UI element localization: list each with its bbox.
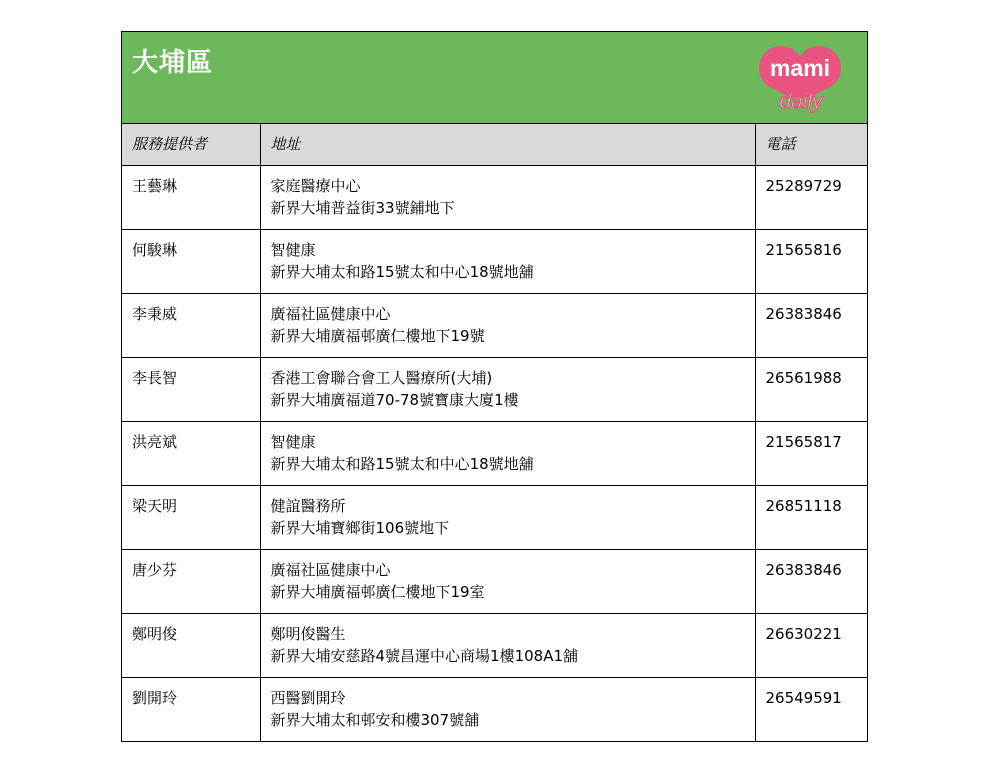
column-header-provider: 服務提供者 (122, 124, 260, 165)
provider-sheet (121, 31, 868, 742)
address-cell (260, 613, 755, 677)
table-row (122, 421, 867, 485)
phone-cell: 25289729 (755, 165, 867, 229)
street-address: 新界大埔安慈路4號昌運中心商場1樓108A1舖 (270, 646, 579, 665)
table-row (122, 677, 867, 741)
provider-table (122, 124, 867, 741)
table-row (122, 357, 867, 421)
street-address: 新界大埔寶鄉街106號地下 (270, 518, 450, 537)
table-header-row (122, 124, 867, 165)
provider-cell: 洪亮斌 (122, 421, 260, 485)
street-address: 新界大埔廣福邨廣仁樓地下19號 (270, 326, 485, 345)
phone-cell: 26549591 (755, 677, 867, 741)
address-cell (260, 549, 755, 613)
phone-cell: 21565816 (755, 229, 867, 293)
phone-cell: 21565817 (755, 421, 867, 485)
clinic-name: 廣福社區健康中心 (270, 304, 391, 323)
address-cell (260, 165, 755, 229)
phone-cell: 26383846 (755, 293, 867, 357)
phone-cell: 26851118 (755, 485, 867, 549)
table-row (122, 293, 867, 357)
clinic-name: 智健康 (270, 240, 316, 259)
address-cell (260, 293, 755, 357)
district-banner (122, 32, 867, 124)
table-row (122, 165, 867, 229)
logo-text-daily: daily (779, 90, 823, 113)
clinic-name: 香港工會聯合會工人醫療所(大埔) (270, 368, 493, 387)
address-cell (260, 421, 755, 485)
provider-cell: 何駿琳 (122, 229, 260, 293)
provider-cell: 王藝琳 (122, 165, 260, 229)
column-header-address: 地址 (260, 124, 755, 165)
provider-cell: 李秉威 (122, 293, 260, 357)
district-title: 大埔區 (132, 48, 214, 78)
provider-cell: 劉開玲 (122, 677, 260, 741)
clinic-name: 智健康 (270, 432, 316, 451)
clinic-name: 廣福社區健康中心 (270, 560, 391, 579)
street-address: 新界大埔廣福道70-78號寶康大廈1樓 (270, 390, 519, 409)
mamidaily-logo (755, 42, 845, 114)
street-address: 新界大埔太和路15號太和中心18號地舖 (270, 262, 534, 281)
clinic-name: 家庭醫療中心 (270, 176, 361, 195)
street-address: 新界大埔太和路15號太和中心18號地舖 (270, 454, 534, 473)
street-address: 新界大埔廣福邨廣仁樓地下19室 (270, 582, 485, 601)
table-row (122, 613, 867, 677)
provider-cell: 李長智 (122, 357, 260, 421)
address-cell (260, 485, 755, 549)
table-row (122, 485, 867, 549)
street-address: 新界大埔太和邨安和樓307號舖 (270, 710, 480, 729)
phone-cell: 26561988 (755, 357, 867, 421)
provider-cell: 唐少芬 (122, 549, 260, 613)
address-cell (260, 677, 755, 741)
provider-cell: 鄭明俊 (122, 613, 260, 677)
provider-cell: 梁天明 (122, 485, 260, 549)
clinic-name: 西醫劉開玲 (270, 688, 346, 707)
column-header-phone: 電話 (755, 124, 867, 165)
address-cell (260, 229, 755, 293)
address-cell (260, 357, 755, 421)
logo-text-mami: mami (769, 55, 831, 81)
clinic-name: 健誼醫務所 (270, 496, 346, 515)
table-row (122, 549, 867, 613)
clinic-name: 鄭明俊醫生 (270, 624, 346, 643)
street-address: 新界大埔普益街33號鋪地下 (270, 198, 455, 217)
phone-cell: 26630221 (755, 613, 867, 677)
phone-cell: 26383846 (755, 549, 867, 613)
table-row (122, 229, 867, 293)
